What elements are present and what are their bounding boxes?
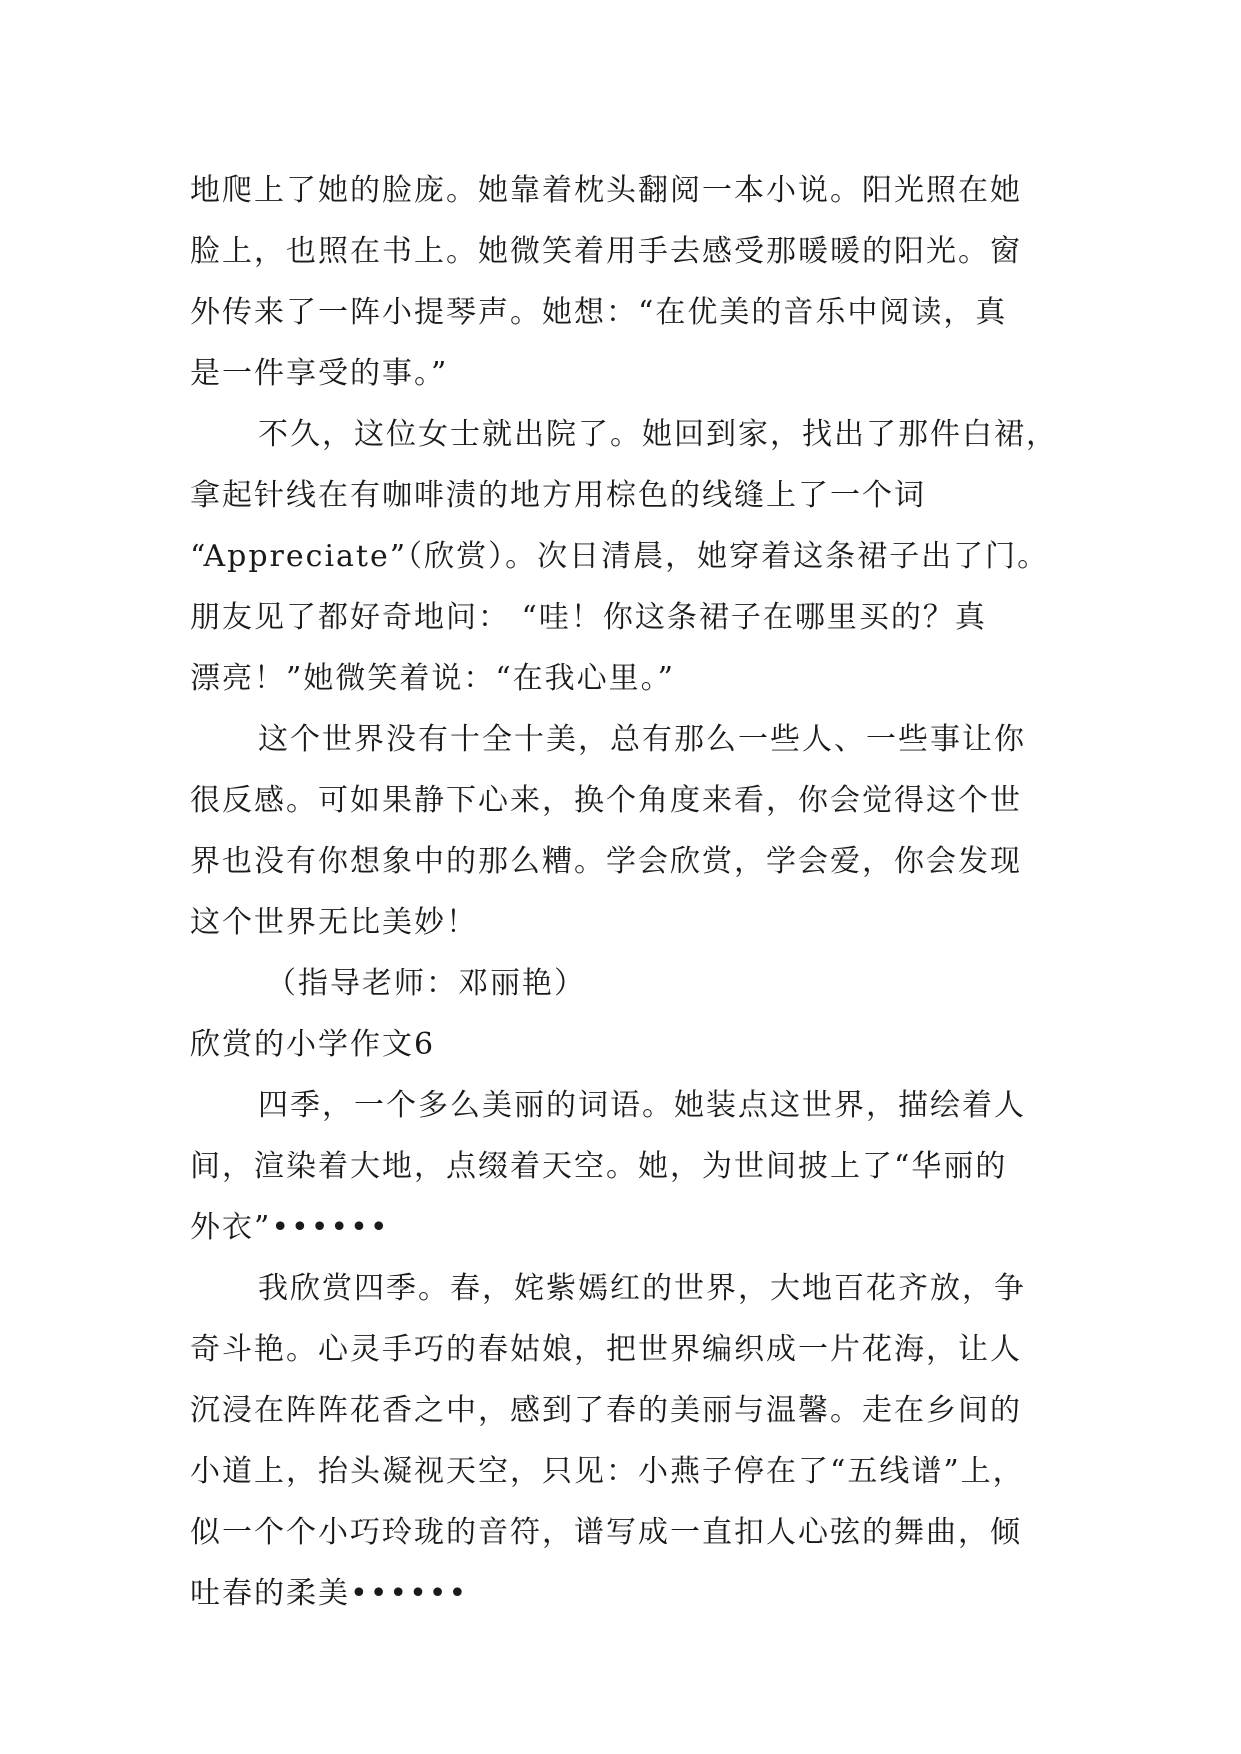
text-line: 拿起针线在有咖啡渍的地方用棕色的线缝上了一个词 [190, 478, 926, 513]
text-line: “Appreciate”（欣赏）。次日清晨，她穿着这条裙子出了门。 [190, 539, 1050, 574]
text-line: 我欣赏四季。春，姹紫嫣红的世界，大地百花齐放，争 [258, 1271, 1026, 1306]
signature-paragraph [190, 953, 1050, 1014]
teacher-signature: （指导老师：邓丽艳） [266, 966, 586, 1001]
section-title: 欣赏的小学作文6 [190, 1027, 436, 1062]
text-line: 小道上，抬头凝视天空，只见：小燕子停在了“五线谱”上， [190, 1454, 1025, 1489]
text-line: 很反感。可如果静下心来，换个角度来看，你会觉得这个世 [190, 783, 1022, 818]
text-line: 界也没有你想象中的那么糟。学会欣赏，学会爱，你会发现 [190, 844, 1022, 879]
paragraph-3 [190, 709, 1050, 953]
paragraph-4 [190, 1075, 1050, 1258]
text-line: 吐春的柔美•••••• [190, 1576, 469, 1611]
text-line: 朋友见了都好奇地问： “哇！你这条裙子在哪里买的？真 [190, 600, 987, 635]
paragraph-5 [190, 1258, 1050, 1624]
document-page [190, 160, 1058, 1624]
text-line: 漂亮！”她微笑着说：“在我心里。” [190, 661, 676, 696]
text-line: 外传来了一阵小提琴声。她想：“在优美的音乐中阅读，真 [190, 295, 1008, 330]
text-line: 间，渲染着大地，点缀着天空。她，为世间披上了“华丽的 [190, 1149, 1008, 1184]
text-line: 似一个个小巧玲珑的音符，谱写成一直扣人心弦的舞曲，倾 [190, 1515, 1022, 1550]
text-line: 奇斗艳。心灵手巧的春姑娘，把世界编织成一片花海，让人 [190, 1332, 1022, 1367]
text-line: 不久，这位女士就出院了。她回到家，找出了那件白裙， [258, 417, 1058, 452]
paragraph-2 [190, 404, 1058, 709]
text-line: 地爬上了她的脸庞。她靠着枕头翻阅一本小说。阳光照在她 [190, 173, 1022, 208]
text-line: 这个世界无比美妙！ [190, 905, 478, 940]
text-line: 是一件享受的事。” [190, 356, 449, 391]
text-line: 四季，一个多么美丽的词语。她装点这世界，描绘着人 [258, 1088, 1026, 1123]
text-line: 这个世界没有十全十美，总有那么一些人、一些事让你 [258, 722, 1026, 757]
text-line: 外衣”•••••• [190, 1210, 390, 1245]
paragraph-1 [190, 160, 1050, 404]
text-line: 脸上，也照在书上。她微笑着用手去感受那暖暖的阳光。窗 [190, 234, 1022, 269]
text-line: 沉浸在阵阵花香之中，感到了春的美丽与温馨。走在乡间的 [190, 1393, 1022, 1428]
